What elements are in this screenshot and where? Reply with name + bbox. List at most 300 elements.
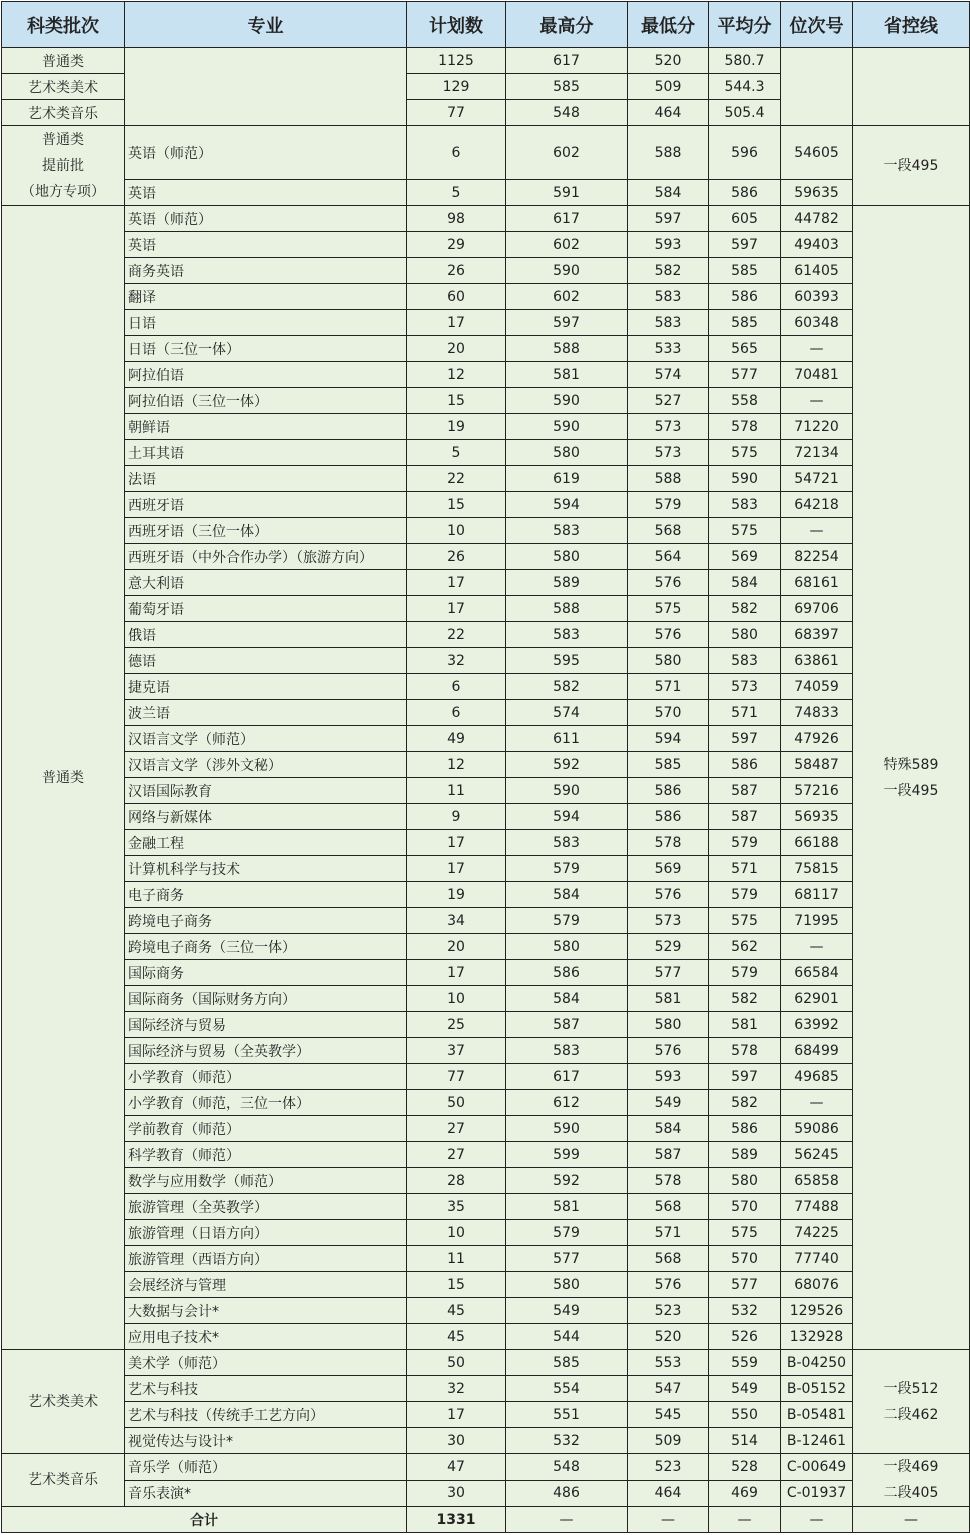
major-cell: 旅游管理（西语方向） — [125, 1246, 407, 1272]
major-cell: 西班牙语（中外合作办学）（旅游方向） — [125, 544, 407, 570]
major-cell: 美术学（师范） — [125, 1350, 407, 1376]
major-cell: 英语（师范） — [125, 206, 407, 232]
min-score-cell: 588 — [628, 466, 709, 492]
table-row — [2, 362, 970, 388]
min-score-cell: 523 — [628, 1298, 709, 1324]
table-row — [2, 700, 970, 726]
max-score-cell: 612 — [506, 1090, 628, 1116]
category-line: 艺术类音乐 — [28, 1472, 98, 1488]
min-score-cell: 571 — [628, 1220, 709, 1246]
plan-cell: 17 — [407, 830, 506, 856]
avg-score-cell: 575 — [709, 1220, 781, 1246]
table-row — [2, 752, 970, 778]
max-score-cell: 611 — [506, 726, 628, 752]
major-cell: 艺术与科技 — [125, 1376, 407, 1402]
rank-cell: 69706 — [781, 596, 853, 622]
table-row — [2, 440, 970, 466]
rank-cell: 59635 — [781, 180, 853, 206]
plan-cell: 129 — [407, 74, 506, 100]
rank-cell: 70481 — [781, 362, 853, 388]
major-cell: 音乐表演* — [125, 1480, 407, 1507]
major-cell: 朝鲜语 — [125, 414, 407, 440]
rank-cell: 82254 — [781, 544, 853, 570]
avg-score-cell: 544.3 — [709, 74, 781, 100]
major-cell: 阿拉伯语（三位一体） — [125, 388, 407, 414]
table-row — [2, 1272, 970, 1298]
avg-score-cell: 558 — [709, 388, 781, 414]
max-score-cell: 602 — [506, 232, 628, 258]
min-score-cell: 520 — [628, 1324, 709, 1350]
avg-score-cell: 562 — [709, 934, 781, 960]
plan-cell: 60 — [407, 284, 506, 310]
rank-cell: 60348 — [781, 310, 853, 336]
header-min-score: 最低分 — [628, 2, 709, 48]
header-avg-score: 平均分 — [709, 2, 781, 48]
max-score-cell: 590 — [506, 414, 628, 440]
max-score-cell: 583 — [506, 622, 628, 648]
rank-cell: 59086 — [781, 1116, 853, 1142]
table-row — [2, 206, 970, 232]
plan-cell: 49 — [407, 726, 506, 752]
plan-cell: 15 — [407, 388, 506, 414]
rank-cell: 44782 — [781, 206, 853, 232]
min-score-cell: 585 — [628, 752, 709, 778]
major-cell: 法语 — [125, 466, 407, 492]
max-score-cell: 595 — [506, 648, 628, 674]
plan-cell: 28 — [407, 1168, 506, 1194]
category-cell — [2, 126, 125, 206]
avg-score-cell: 578 — [709, 414, 781, 440]
control-line-cell — [853, 126, 970, 206]
plan-cell: 30 — [407, 1428, 506, 1454]
major-cell: 俄语 — [125, 622, 407, 648]
min-score-cell: 593 — [628, 232, 709, 258]
major-cell: 英语 — [125, 180, 407, 206]
rank-cell: 75815 — [781, 856, 853, 882]
table-row — [2, 1428, 970, 1454]
min-score-cell: 568 — [628, 1246, 709, 1272]
max-score-cell: 580 — [506, 1272, 628, 1298]
plan-cell: 32 — [407, 1376, 506, 1402]
avg-score-cell: 597 — [709, 726, 781, 752]
avg-score-cell: 586 — [709, 752, 781, 778]
plan-cell: 98 — [407, 206, 506, 232]
blank-rank-cell — [781, 48, 853, 126]
rank-cell: 56935 — [781, 804, 853, 830]
major-cell: 跨境电子商务（三位一体） — [125, 934, 407, 960]
table-row — [2, 232, 970, 258]
plan-cell: 10 — [407, 986, 506, 1012]
rank-cell: B-05152 — [781, 1376, 853, 1402]
min-score-cell: 569 — [628, 856, 709, 882]
min-score-cell: 587 — [628, 1142, 709, 1168]
avg-score-cell: 586 — [709, 1116, 781, 1142]
min-score-cell: 580 — [628, 648, 709, 674]
plan-cell: 27 — [407, 1116, 506, 1142]
min-score-cell: 586 — [628, 804, 709, 830]
plan-cell: 1125 — [407, 48, 506, 74]
total-rank: — — [781, 1507, 853, 1533]
rank-cell: 61405 — [781, 258, 853, 284]
max-score-cell: 619 — [506, 466, 628, 492]
min-score-cell: 594 — [628, 726, 709, 752]
plan-cell: 19 — [407, 882, 506, 908]
max-score-cell: 574 — [506, 700, 628, 726]
max-score-cell: 579 — [506, 908, 628, 934]
plan-cell: 11 — [407, 1246, 506, 1272]
major-cell: 金融工程 — [125, 830, 407, 856]
avg-score-cell: 587 — [709, 804, 781, 830]
avg-score-cell: 580 — [709, 1168, 781, 1194]
avg-score-cell: 550 — [709, 1402, 781, 1428]
plan-cell: 12 — [407, 752, 506, 778]
max-score-cell: 580 — [506, 544, 628, 570]
min-score-cell: 568 — [628, 518, 709, 544]
total-label: 合计 — [2, 1507, 407, 1533]
table-row — [2, 466, 970, 492]
avg-score-cell: 597 — [709, 1064, 781, 1090]
avg-score-cell: 587 — [709, 778, 781, 804]
table-row — [2, 1142, 970, 1168]
plan-cell: 32 — [407, 648, 506, 674]
major-cell: 电子商务 — [125, 882, 407, 908]
table-row — [2, 388, 970, 414]
min-score-cell: 564 — [628, 544, 709, 570]
min-score-cell: 573 — [628, 414, 709, 440]
major-cell: 旅游管理（日语方向） — [125, 1220, 407, 1246]
min-score-cell: 549 — [628, 1090, 709, 1116]
avg-score-cell: 565 — [709, 336, 781, 362]
min-score-cell: 575 — [628, 596, 709, 622]
plan-cell: 47 — [407, 1454, 506, 1481]
total-max: — — [506, 1507, 628, 1533]
max-score-cell: 586 — [506, 960, 628, 986]
rank-cell: 68397 — [781, 622, 853, 648]
avg-score-cell: 528 — [709, 1454, 781, 1481]
major-cell: 音乐学（师范） — [125, 1454, 407, 1481]
max-score-cell: 594 — [506, 492, 628, 518]
rank-cell: 66188 — [781, 830, 853, 856]
rank-cell: 72134 — [781, 440, 853, 466]
table-row — [2, 126, 970, 180]
table-row — [2, 492, 970, 518]
avg-score-cell: 582 — [709, 596, 781, 622]
min-score-cell: 509 — [628, 1428, 709, 1454]
category-cell — [2, 206, 125, 1350]
plan-cell: 20 — [407, 336, 506, 362]
table-row — [2, 778, 970, 804]
summary-row — [2, 48, 970, 74]
major-cell: 波兰语 — [125, 700, 407, 726]
rank-cell: 60393 — [781, 284, 853, 310]
min-score-cell: 593 — [628, 1064, 709, 1090]
avg-score-cell: 589 — [709, 1142, 781, 1168]
max-score-cell: 551 — [506, 1402, 628, 1428]
rank-cell: — — [781, 934, 853, 960]
major-cell: 数学与应用数学（师范） — [125, 1168, 407, 1194]
rank-cell: 65858 — [781, 1168, 853, 1194]
major-cell: 汉语言文学（师范） — [125, 726, 407, 752]
table-row — [2, 1246, 970, 1272]
plan-cell: 45 — [407, 1324, 506, 1350]
control-line-cell — [853, 206, 970, 1350]
avg-score-cell: 579 — [709, 960, 781, 986]
header-category: 科类批次 — [2, 2, 125, 48]
rank-cell: — — [781, 336, 853, 362]
rank-cell: C-00649 — [781, 1454, 853, 1481]
min-score-cell: 582 — [628, 258, 709, 284]
min-score-cell: 545 — [628, 1402, 709, 1428]
max-score-cell: 617 — [506, 1064, 628, 1090]
rank-cell: 68117 — [781, 882, 853, 908]
table-row — [2, 544, 970, 570]
major-cell: 英语 — [125, 232, 407, 258]
min-score-cell: 576 — [628, 1038, 709, 1064]
min-score-cell: 576 — [628, 622, 709, 648]
min-score-cell: 523 — [628, 1454, 709, 1481]
min-score-cell: 573 — [628, 908, 709, 934]
table-row — [2, 1064, 970, 1090]
major-cell: 小学教育（师范，三位一体） — [125, 1090, 407, 1116]
min-score-cell: 586 — [628, 778, 709, 804]
rank-cell: 74059 — [781, 674, 853, 700]
max-score-cell: 592 — [506, 1168, 628, 1194]
table-row — [2, 1324, 970, 1350]
plan-cell: 25 — [407, 1012, 506, 1038]
admission-score-table — [1, 1, 970, 1533]
rank-cell: 57216 — [781, 778, 853, 804]
table-row — [2, 284, 970, 310]
max-score-cell: 584 — [506, 882, 628, 908]
plan-cell: 34 — [407, 908, 506, 934]
category-line: 提前批 — [42, 157, 84, 174]
avg-score-cell: 597 — [709, 232, 781, 258]
rank-cell: 77740 — [781, 1246, 853, 1272]
min-score-cell: 580 — [628, 1012, 709, 1038]
major-cell: 葡萄牙语 — [125, 596, 407, 622]
major-cell: 德语 — [125, 648, 407, 674]
plan-cell: 20 — [407, 934, 506, 960]
rank-cell: 71995 — [781, 908, 853, 934]
control-line: 二段405 — [883, 1485, 939, 1501]
min-score-cell: 584 — [628, 1116, 709, 1142]
table-row — [2, 258, 970, 284]
min-score-cell: 576 — [628, 570, 709, 596]
plan-cell: 35 — [407, 1194, 506, 1220]
avg-score-cell: 585 — [709, 258, 781, 284]
table-row — [2, 1038, 970, 1064]
rank-cell: B-12461 — [781, 1428, 853, 1454]
rank-cell: 132928 — [781, 1324, 853, 1350]
avg-score-cell: 570 — [709, 1246, 781, 1272]
plan-cell: 45 — [407, 1298, 506, 1324]
max-score-cell: 532 — [506, 1428, 628, 1454]
plan-cell: 77 — [407, 1064, 506, 1090]
category-cell: 艺术类音乐 — [2, 100, 125, 126]
major-cell: 视觉传达与设计* — [125, 1428, 407, 1454]
category-cell: 普通类 — [2, 48, 125, 74]
avg-score-cell: 583 — [709, 648, 781, 674]
max-score-cell: 599 — [506, 1142, 628, 1168]
major-cell: 土耳其语 — [125, 440, 407, 466]
min-score-cell: 588 — [628, 126, 709, 180]
table-row — [2, 310, 970, 336]
table-row — [2, 596, 970, 622]
avg-score-cell: 575 — [709, 908, 781, 934]
major-cell: 日语（三位一体） — [125, 336, 407, 362]
max-score-cell: 548 — [506, 1454, 628, 1481]
plan-cell: 17 — [407, 856, 506, 882]
plan-cell: 17 — [407, 960, 506, 986]
plan-cell: 50 — [407, 1090, 506, 1116]
avg-score-cell: 579 — [709, 882, 781, 908]
max-score-cell: 583 — [506, 518, 628, 544]
table-body — [2, 48, 970, 1533]
avg-score-cell: 590 — [709, 466, 781, 492]
table-row — [2, 1168, 970, 1194]
max-score-cell: 590 — [506, 778, 628, 804]
header-row — [2, 2, 970, 48]
avg-score-cell: 580 — [709, 622, 781, 648]
plan-cell: 26 — [407, 258, 506, 284]
avg-score-cell: 514 — [709, 1428, 781, 1454]
max-score-cell: 585 — [506, 74, 628, 100]
major-cell: 国际商务（国际财务方向） — [125, 986, 407, 1012]
max-score-cell: 587 — [506, 1012, 628, 1038]
major-cell: 国际经济与贸易 — [125, 1012, 407, 1038]
avg-score-cell: 532 — [709, 1298, 781, 1324]
min-score-cell: 547 — [628, 1376, 709, 1402]
plan-cell: 29 — [407, 232, 506, 258]
plan-cell: 6 — [407, 700, 506, 726]
max-score-cell: 602 — [506, 284, 628, 310]
rank-cell: 74833 — [781, 700, 853, 726]
max-score-cell: 554 — [506, 1376, 628, 1402]
max-score-cell: 617 — [506, 48, 628, 74]
rank-cell: 49685 — [781, 1064, 853, 1090]
plan-cell: 10 — [407, 1220, 506, 1246]
rank-cell: 68161 — [781, 570, 853, 596]
table-row — [2, 648, 970, 674]
max-score-cell: 591 — [506, 180, 628, 206]
max-score-cell: 582 — [506, 674, 628, 700]
rank-cell: 54605 — [781, 126, 853, 180]
min-score-cell: 529 — [628, 934, 709, 960]
table-row — [2, 518, 970, 544]
header-plan: 计划数 — [407, 2, 506, 48]
rank-cell: 56245 — [781, 1142, 853, 1168]
avg-score-cell: 577 — [709, 1272, 781, 1298]
table-row — [2, 1350, 970, 1376]
min-score-cell: 464 — [628, 1480, 709, 1507]
avg-score-cell: 586 — [709, 180, 781, 206]
plan-cell: 22 — [407, 466, 506, 492]
major-cell: 计算机科学与技术 — [125, 856, 407, 882]
control-line: 一段495 — [883, 782, 939, 799]
table-row — [2, 856, 970, 882]
min-score-cell: 527 — [628, 388, 709, 414]
rank-cell: 63861 — [781, 648, 853, 674]
table-row — [2, 934, 970, 960]
min-score-cell: 573 — [628, 440, 709, 466]
min-score-cell: 584 — [628, 180, 709, 206]
min-score-cell: 577 — [628, 960, 709, 986]
max-score-cell: 589 — [506, 570, 628, 596]
max-score-cell: 583 — [506, 830, 628, 856]
max-score-cell: 602 — [506, 126, 628, 180]
table-row — [2, 1298, 970, 1324]
rank-cell: 129526 — [781, 1298, 853, 1324]
min-score-cell: 583 — [628, 310, 709, 336]
major-cell: 翻译 — [125, 284, 407, 310]
rank-cell: 54721 — [781, 466, 853, 492]
major-cell: 小学教育（师范） — [125, 1064, 407, 1090]
table-row — [2, 1194, 970, 1220]
max-score-cell: 486 — [506, 1480, 628, 1507]
plan-cell: 17 — [407, 570, 506, 596]
avg-score-cell: 579 — [709, 830, 781, 856]
min-score-cell: 579 — [628, 492, 709, 518]
avg-score-cell: 549 — [709, 1376, 781, 1402]
plan-cell: 10 — [407, 518, 506, 544]
max-score-cell: 597 — [506, 310, 628, 336]
major-cell: 跨境电子商务 — [125, 908, 407, 934]
rank-cell: 62901 — [781, 986, 853, 1012]
category-line: 普通类 — [42, 131, 84, 148]
rank-cell: 68499 — [781, 1038, 853, 1064]
control-line-cell — [853, 1454, 970, 1507]
table-row — [2, 1012, 970, 1038]
table-row — [2, 1402, 970, 1428]
control-line: 一段469 — [883, 1459, 939, 1475]
min-score-cell: 578 — [628, 830, 709, 856]
header-control-line: 省控线 — [853, 2, 970, 48]
major-cell: 阿拉伯语 — [125, 362, 407, 388]
table-row — [2, 1376, 970, 1402]
major-cell: 旅游管理（全英教学） — [125, 1194, 407, 1220]
avg-score-cell: 583 — [709, 492, 781, 518]
major-cell: 网络与新媒体 — [125, 804, 407, 830]
avg-score-cell: 577 — [709, 362, 781, 388]
category-cell — [2, 1454, 125, 1507]
table-row — [2, 674, 970, 700]
min-score-cell: 571 — [628, 674, 709, 700]
min-score-cell: 533 — [628, 336, 709, 362]
max-score-cell: 580 — [506, 934, 628, 960]
max-score-cell: 544 — [506, 1324, 628, 1350]
table-row — [2, 804, 970, 830]
rank-cell: — — [781, 1090, 853, 1116]
plan-cell: 15 — [407, 492, 506, 518]
min-score-cell: 520 — [628, 48, 709, 74]
avg-score-cell: 581 — [709, 1012, 781, 1038]
total-row — [2, 1507, 970, 1533]
avg-score-cell: 569 — [709, 544, 781, 570]
blank-major-cell — [125, 48, 407, 126]
rank-cell: — — [781, 388, 853, 414]
blank-control-cell — [853, 48, 970, 126]
min-score-cell: 509 — [628, 74, 709, 100]
avg-score-cell: 559 — [709, 1350, 781, 1376]
rank-cell: 58487 — [781, 752, 853, 778]
avg-score-cell: 586 — [709, 284, 781, 310]
rank-cell: B-04250 — [781, 1350, 853, 1376]
table-row — [2, 882, 970, 908]
max-score-cell: 617 — [506, 206, 628, 232]
plan-cell: 6 — [407, 126, 506, 180]
rank-cell: 71220 — [781, 414, 853, 440]
major-cell: 科学教育（师范） — [125, 1142, 407, 1168]
